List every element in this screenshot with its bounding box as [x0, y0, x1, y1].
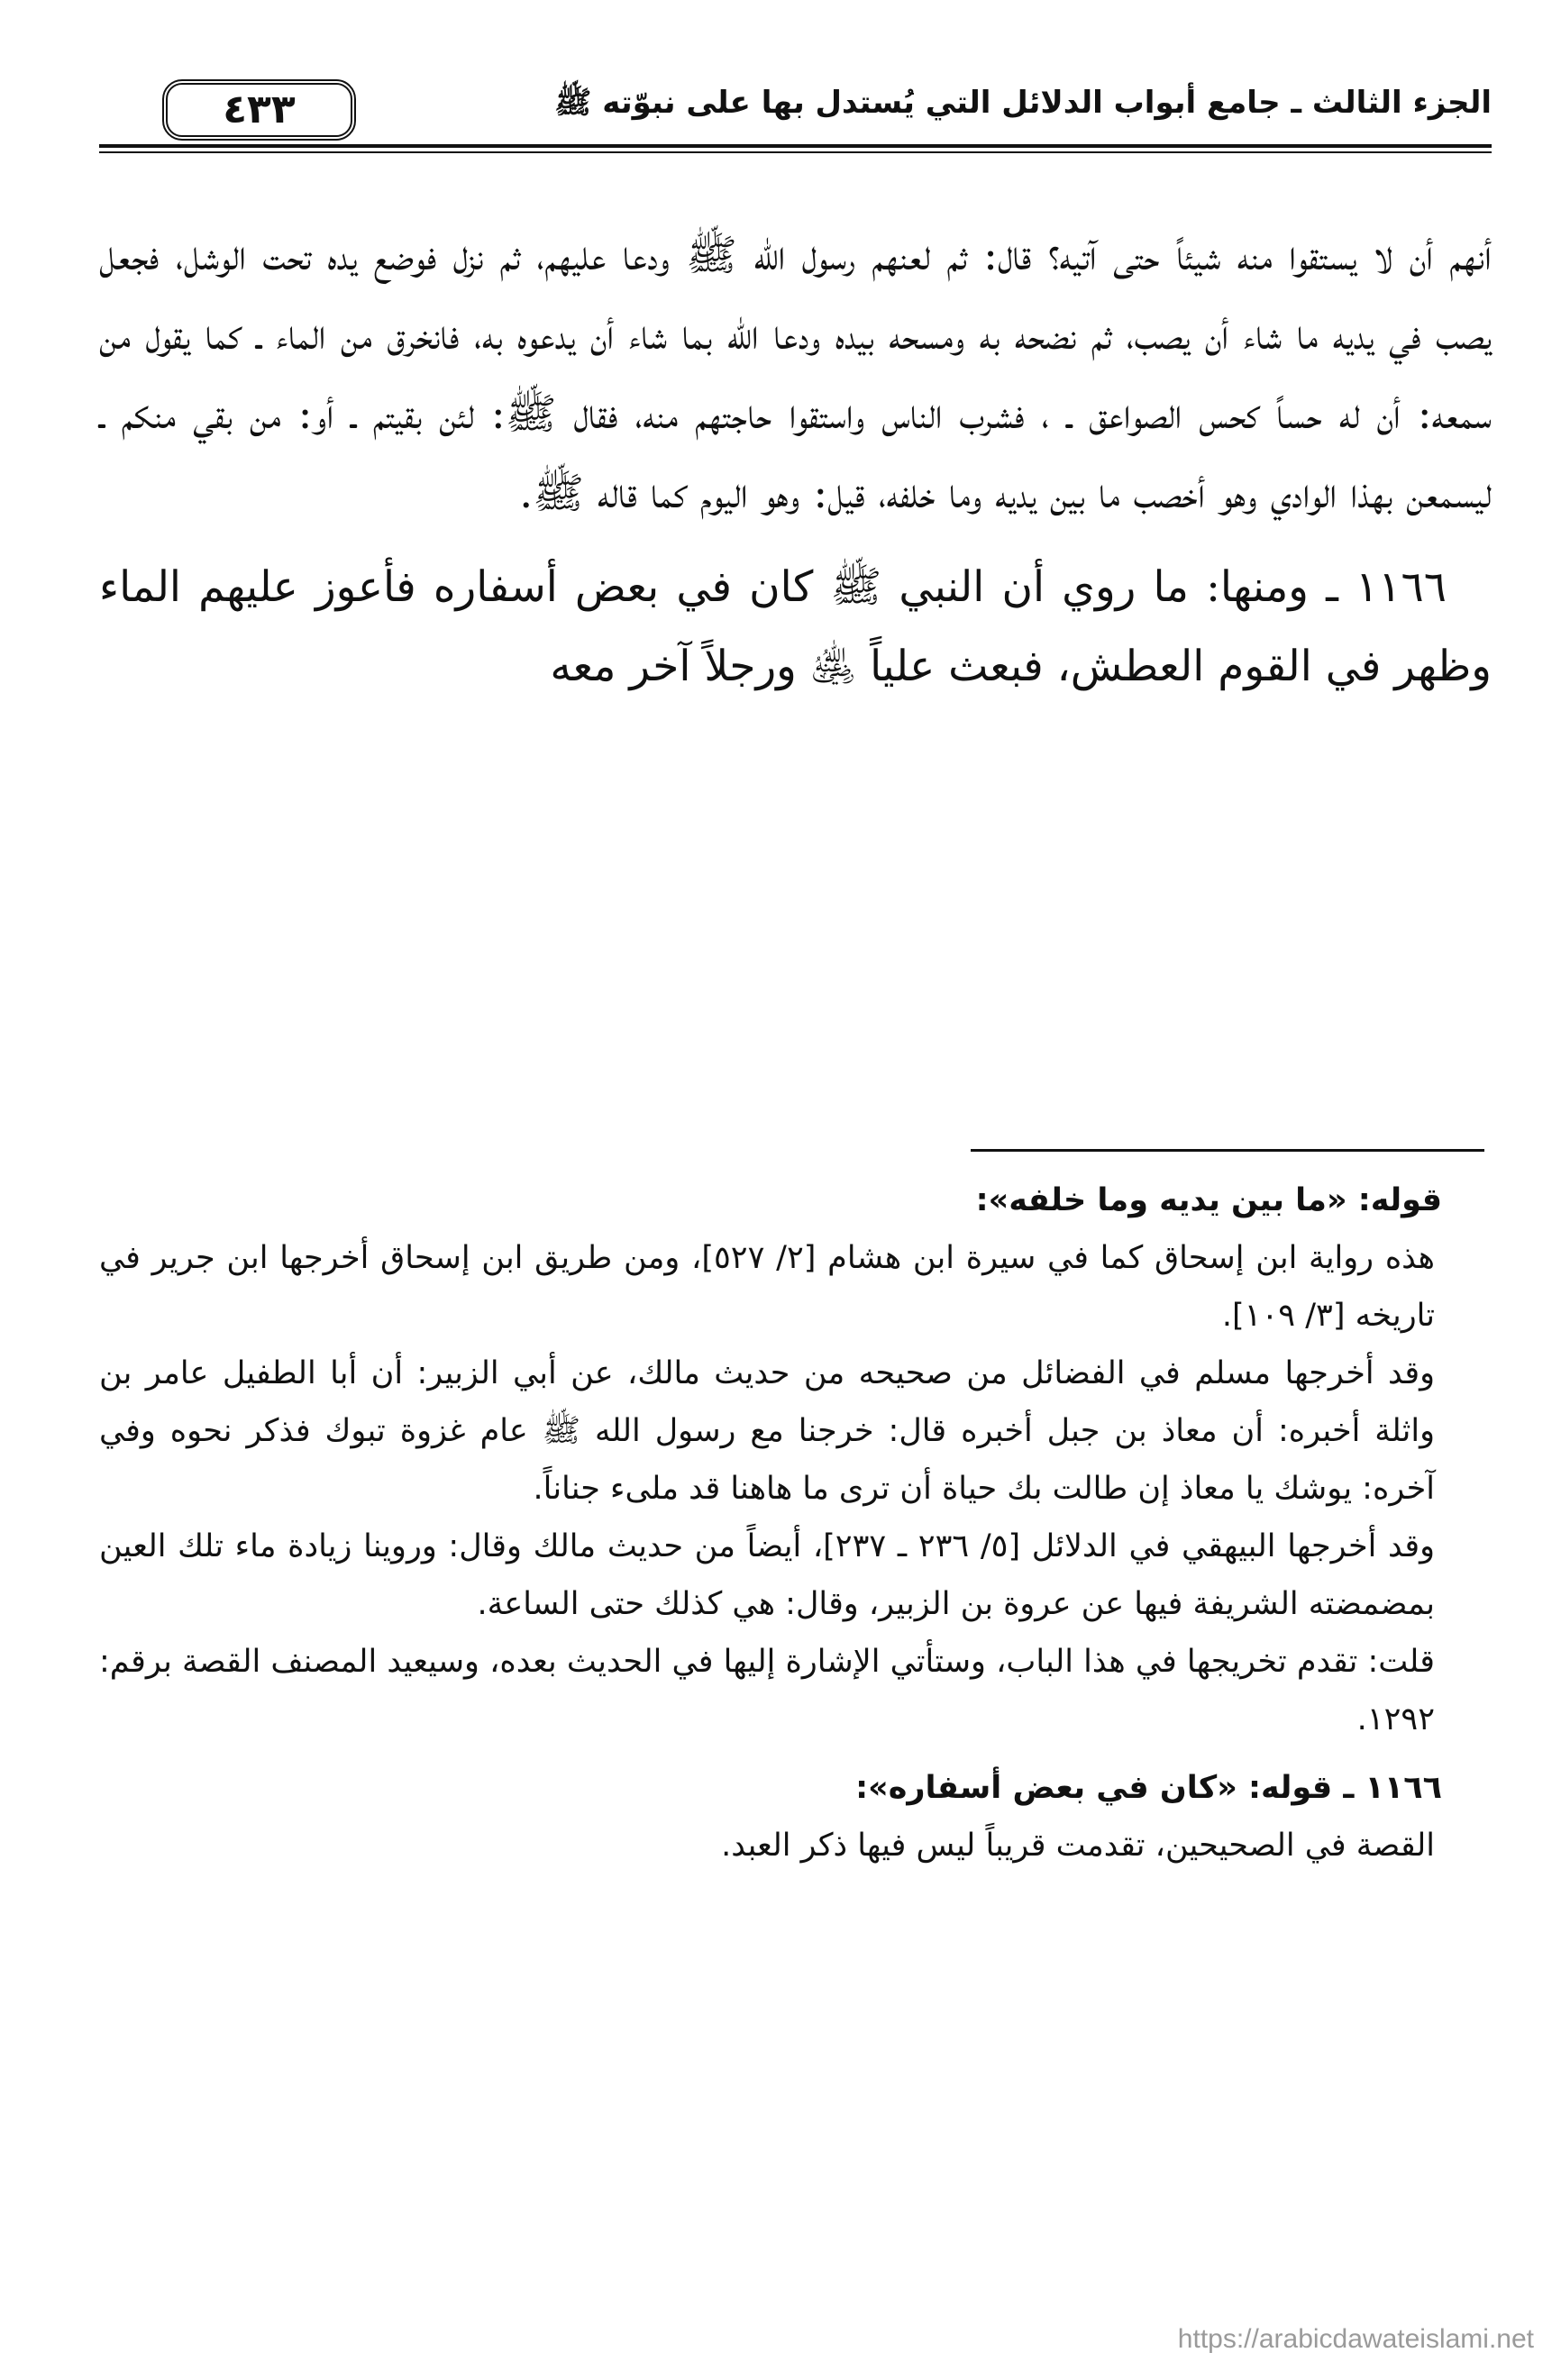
header-rule-thin: [99, 151, 1492, 153]
footnote-heading-1: قوله: «ما بين يديه وما خلفه»:: [975, 1182, 1442, 1218]
main-paragraph-2: ١١٦٦ ـ ومنها: ما روي أن النبي ﷺ كان في بعض أسفاره فأعوز عليهم الماء وظهر في القوم العطش، فبعث علياً ﵁ ورجلاً آخر معه: [99, 562, 1492, 691]
footnote-paragraph-1: هذه رواية ابن إسحاق كما في سيرة ابن هشام [٢/ ٥٢٧]، ومن طريق ابن إسحاق أخرجها ابن جرير في تاريخه [٣/ ١٠٩].: [99, 1240, 1435, 1334]
running-title: الجزء الثالث ـ جامع أبواب الدلائل التي يُستدل بها على نبوّته ﷺ: [554, 85, 1492, 121]
page-header: [99, 79, 1492, 160]
main-paragraph-1: أنهم أن لا يستقوا منه شيئاً حتى آتيه؟ قال: ثم لعنهم رسول الله ﷺ ودعا عليهم، ثم نزل فوضع يده تحت الوشل، فجعل يصب في يديه ما شاء أن يصب، ثم نضحه به ومسحه بيده ودعا الله بما شاء أن يدعوه به، فانخرق من الماء ـ كما يقول من سمعه: أن له حساً كحس الصواعق ـ ، فشرب الناس واستقوا حاجتهم منه، فقال ﷺ: لئن بقيتم ـ أو: من بقي منكم ـ ليسمعن بهذا الوادي وهو أخصب ما بين يديه وما خلفه، قيل: وهو اليوم كما قاله ﷺ.: [99, 231, 1492, 518]
footnote-paragraph-2: وقد أخرجها مسلم في الفضائل من صحيحه من حديث مالك، عن أبي الزبير: أن أبا الطفيل عامر بن واثلة أخبره: أن معاذ بن جبل أخبره قال: خرجنا مع رسول الله ﷺ عام غزوة تبوك فذكر نحوه وفي آخره: يوشك يا معاذ إن طالت بك حياة أن ترى ما هاهنا قد ملىء جناناً.: [99, 1355, 1435, 1507]
header-rule-thick: [99, 144, 1492, 148]
watermark-url: https://arabicdawateislami.net: [1177, 2324, 1534, 2354]
page-number: ٤٣٣: [162, 79, 356, 141]
footnote-heading-2: ١١٦٦ ـ قوله: «كان في بعض أسفاره»:: [855, 1770, 1442, 1806]
main-text: [99, 216, 1492, 707]
footnote-paragraph-3: وقد أخرجها البيهقي في الدلائل [٥/ ٢٣٦ ـ ٢٣٧]، أيضاً من حديث مالك وقال: وروينا زيادة ماء تلك العين بمضمضته الشريفة فيها عن عروة بن الزبير، وقال: هي كذلك حتى الساعة.: [99, 1528, 1435, 1622]
footnotes: [99, 1172, 1442, 1874]
footnote-paragraph-4: قلت: تقدم تخريجها في هذا الباب، وستأتي الإشارة إليها في الحديث بعده، وسيعيد المصنف القصة برقم: ١٢٩٢.: [99, 1644, 1435, 1737]
footnote-divider: [971, 1149, 1484, 1152]
footnote-paragraph-5: القصة في الصحيحين، تقدمت قريباً ليس فيها ذكر العبد.: [721, 1828, 1435, 1864]
